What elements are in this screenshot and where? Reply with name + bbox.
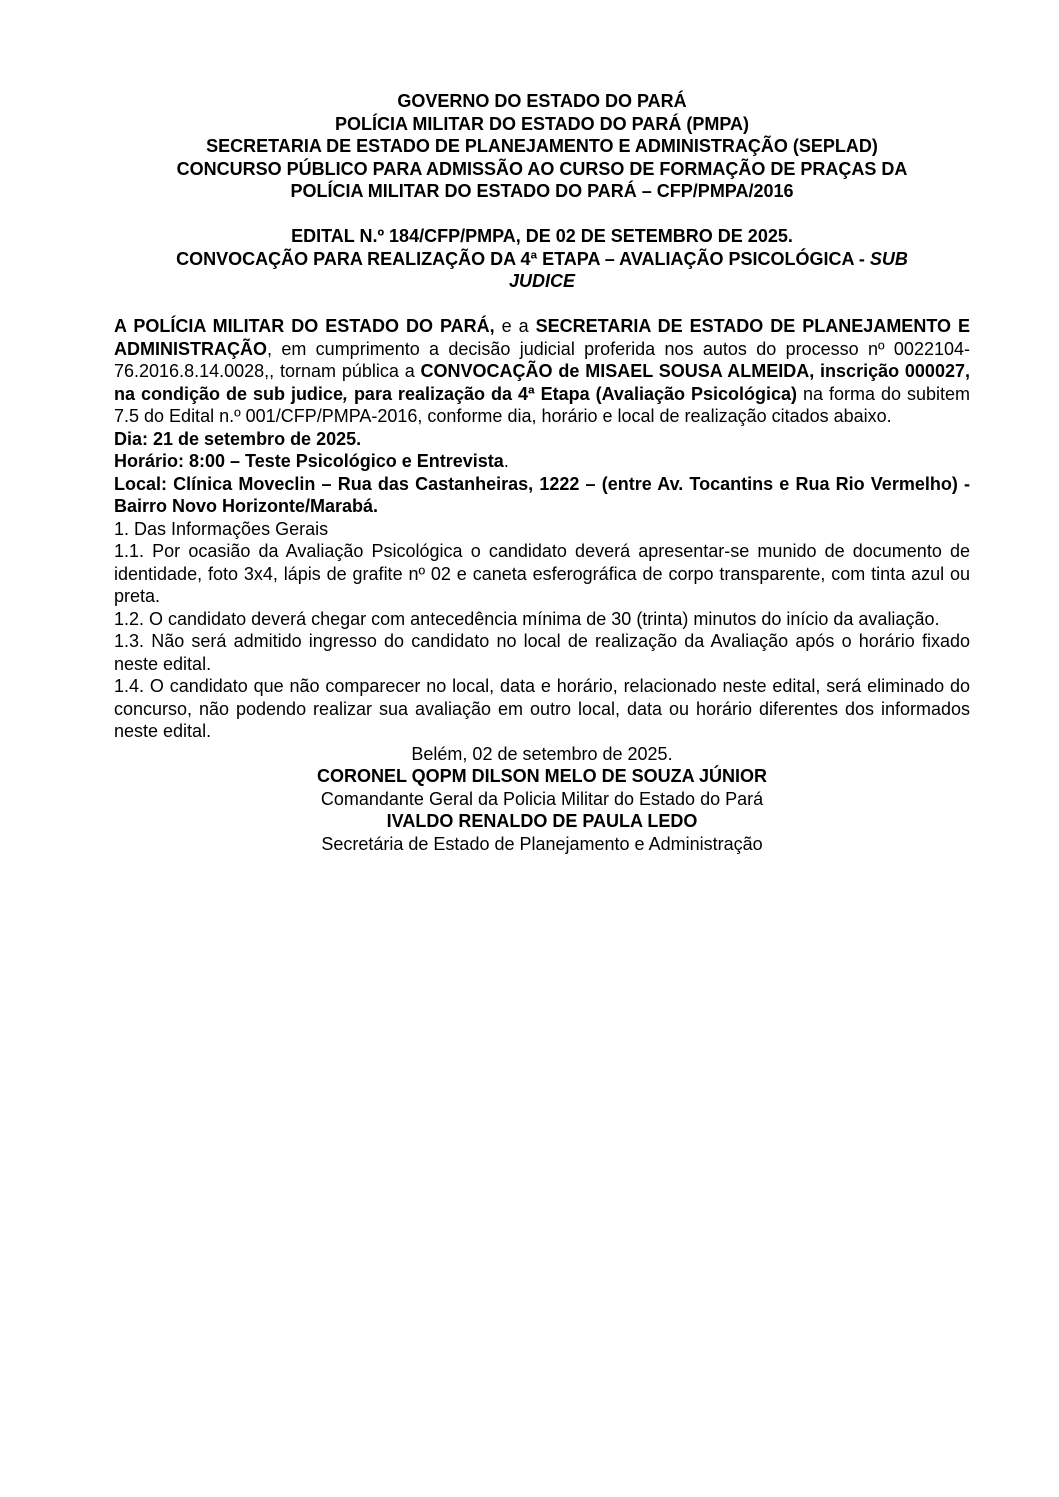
signature-name-secretary: IVALDO RENALDO DE PAULA LEDO (386, 811, 698, 831)
edital-subtitle-italic-cont: JUDICE (508, 271, 575, 291)
info-item-1-4: 1.4. O candidato que não comparecer no local, data e horário, relacionado neste edital, será eliminado do concurso, não podendo realizar sua avaliação em outro local, data ou horário diferentes dos informados neste edital. (114, 676, 970, 741)
intro-convocation: CONVOCAÇÃO de MISAEL SOUSA ALMEIDA, inscrição 000027 (420, 361, 965, 381)
edital-subtitle-italic: SUB (869, 248, 908, 269)
header-line-contest-cont: POLÍCIA MILITAR DO ESTADO DO PARÁ – CFP/PMPA/2016 (290, 181, 794, 201)
intro-sub-judice: na condição de sub judice (114, 383, 343, 404)
intro-text-connector: e a (494, 316, 536, 336)
intro-closing-text: na forma do subitem 7.5 do Edital n.º 001/CFP/PMPA-2016, conforme dia, horário e local de realização citados abaixo. (114, 383, 970, 426)
document-header (114, 90, 970, 203)
info-heading: 1. Das Informações Gerais (114, 518, 329, 539)
signature-block (114, 743, 970, 856)
header-line-secretariat: SECRETARIA DE ESTADO DE PLANEJAMENTO E ADMINISTRAÇÃO (SEPLAD) (206, 136, 878, 156)
intro-process-text: , em cumprimento a decisão judicial proferida nos autos do processo nº 0022104-76.2016.8.14.0028,, tornam pública a (114, 338, 970, 381)
header-line-government: GOVERNO DO ESTADO DO PARÁ (397, 91, 687, 111)
schedule-time-line (114, 450, 970, 473)
intro-paragraph (114, 315, 970, 428)
edital-subtitle-main: CONVOCAÇÃO PARA REALIZAÇÃO DA 4ª ETAPA – AVALIAÇÃO PSICOLÓGICA - (176, 248, 870, 269)
intro-stage: para realização da 4ª Etapa (Avaliação Psicológica) (353, 383, 797, 404)
schedule-location: Local: Clínica Moveclin – Rua das Castanheiras, 1222 – (entre Av. Tocantins e Rua Rio Vermelho) - Bairro Novo Horizonte/Marabá. (114, 473, 970, 516)
signature-place-date: Belém, 02 de setembro de 2025. (411, 743, 673, 764)
edital-title-block (114, 225, 970, 293)
signature-name-commander: CORONEL QOPM DILSON MELO DE SOUZA JÚNIOR (316, 766, 768, 786)
spacer (114, 203, 970, 226)
edital-subtitle (114, 248, 970, 271)
info-item-1-3: 1.3. Não será admitido ingresso do candidato no local de realização da Avaliação após o horário fixado neste edital. (114, 631, 970, 674)
info-item-1-2: 1.2. O candidato deverá chegar com antecedência mínima de 30 (trinta) minutos do início da avaliação. (114, 608, 940, 629)
intro-comma: , (964, 361, 970, 381)
intro-police-name: A POLÍCIA MILITAR DO ESTADO DO PARÁ, (114, 316, 495, 336)
edital-title: EDITAL N.º 184/CFP/PMPA, DE 02 DE SETEMBRO DE 2025. (291, 226, 793, 246)
header-line-police: POLÍCIA MILITAR DO ESTADO DO PARÁ (PMPA) (335, 113, 749, 134)
spacer (114, 293, 970, 316)
document-content (114, 90, 970, 855)
schedule-time-dot: . (503, 451, 509, 471)
intro-secretariat-name: SECRETARIA DE ESTADO DE PLANEJAMENTO E ADMINISTRAÇÃO (114, 316, 970, 359)
signature-role-commander: Comandante Geral da Policia Militar do Estado do Pará (320, 788, 764, 809)
intro-comma-2: , (342, 383, 354, 404)
schedule-date: Dia: 21 de setembro de 2025. (114, 428, 362, 449)
signature-role-secretary: Secretária de Estado de Planejamento e Administração (321, 833, 763, 854)
header-line-contest: CONCURSO PÚBLICO PARA ADMISSÃO AO CURSO DE FORMAÇÃO DE PRAÇAS DA (176, 158, 908, 179)
schedule-time: Horário: 8:00 – Teste Psicológico e Entrevista (114, 451, 504, 471)
info-item-1-1: 1.1. Por ocasião da Avaliação Psicológica o candidato deverá apresentar-se munido de documento de identidade, foto 3x4, lápis de grafite nº 02 e caneta esferográfica de corpo transparente, com tinta azul ou preta. (114, 541, 970, 606)
